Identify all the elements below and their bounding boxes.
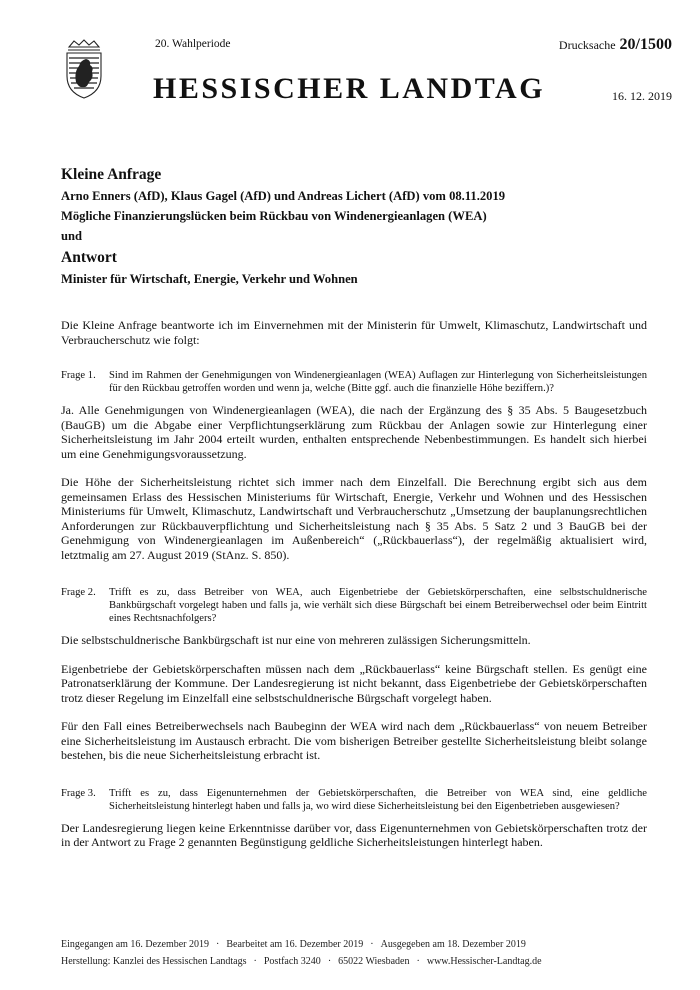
footer-line-2 [61, 953, 621, 970]
footer-separator: · [253, 956, 257, 967]
antwort-heading: Antwort [61, 249, 117, 266]
footer-ausgegeben: Ausgegeben am 18. Dezember 2019 [380, 939, 526, 950]
drucksache [559, 36, 672, 54]
question-2-label: Frage 2. [61, 587, 96, 598]
question-3 [61, 787, 647, 813]
subject: Mögliche Finanzierungslücken beim Rückbau von Windenergieanlagen (WEA) [61, 209, 487, 223]
answer-2-paragraph-1: Die selbstschuldnerische Bankbürgschaft ist nur eine von mehreren zulässigen Sicherungsmitteln. [61, 633, 531, 647]
question-3-text: Trifft es zu, dass Eigenunternehmen der Gebietskörperschaften, die Betreiber von WEA sind, eine geldliche Sicherheitsleistung hinterlegt haben und falls ja, wo wird diese Sicherheitsleistung bei den Eigenbetrieben ausgewiesen? [109, 787, 647, 812]
kleine-anfrage-heading: Kleine Anfrage [61, 166, 162, 183]
footer [61, 936, 621, 970]
question-2-text: Trifft es zu, dass Betreiber von WEA, auch Eigenbetriebe der Gebietskörperschaften, eine selbstschuldnerische Bankbürgschaft vorgelegt haben und falls ja, wie verhält sich diese Bürgschaft bei einem Betreiberwechsel oder beim Eintritt eines Rechtsnachfolgers? [109, 587, 647, 624]
footer-separator: · [216, 939, 220, 950]
question-2 [61, 586, 647, 625]
authors: Arno Enners (AfD), Klaus Gagel (AfD) und Andreas Lichert (AfD) vom 08.11.2019 [61, 189, 506, 203]
footer-separator: · [327, 956, 332, 967]
footer-separator: · [370, 939, 374, 950]
answer-1-paragraph-2: Die Höhe der Sicherheitsleistung richtet sich immer nach dem Einzelfall. Die Berechnung ergibt sich aus dem gemeinsamen Erlass des Hessischen Ministeriums für Wirtschaft, Energie, Verkehr und Wohnen und des Hessischen Ministeriums für Umwelt, Klimaschutz, Landwirtschaft und Verbraucherschutz „Umsetzung der bauplanungsrechtlichen Anforderungen zur Rückbauverpflichtung und Sicherheitsleistung nach § 35 Abs. 5 Satz 2 und 3 BauGB bei der Genehmigung von Windenergieanlagen im Außenbereich“ („Rückbauerlass“), der regelmäßig aktualisiert wird, letztmalig am 27. August 2019 (StAnz. S. 850). [61, 475, 647, 562]
minister: Minister für Wirtschaft, Energie, Verkehr und Wohnen [61, 272, 358, 286]
intro-paragraph: Die Kleine Anfrage beantworte ich im Einvernehmen mit der Ministerin für Umwelt, Klimaschutz, Landwirtschaft und Verbraucherschutz wie folgt: [61, 318, 647, 347]
footer-line-1 [61, 936, 621, 953]
wahlperiode: 20. Wahlperiode [155, 38, 231, 50]
hessen-coat-of-arms-icon [63, 38, 105, 100]
footer-eingegangen: Eingegangen am 16. Dezember 2019 [61, 939, 210, 950]
answer-2-paragraph-3: Für den Fall eines Betreiberwechsels nach Baubeginn der WEA wird nach dem „Rückbauerlass“ von neuem Betreiber eine Sicherheitsleistung im Austausch erbracht. Die vom bisherigen Betreiber gestellte Sicherheitsleistung bleibt solange bestehen, bis die neue Sicherheitsleistung erbracht ist. [61, 719, 647, 762]
answer-body [61, 318, 647, 864]
question-1 [61, 369, 647, 395]
question-3-label: Frage 3. [61, 787, 96, 799]
question-1-label: Frage 1. [61, 370, 96, 381]
footer-postfach: Postfach 3240 [263, 956, 321, 967]
drucksache-number: 20/1500 [619, 36, 672, 53]
footer-separator: · [416, 956, 420, 967]
landtag-title: HESSISCHER LANDTAG [153, 72, 546, 105]
footer-herstellung: Herstellung: Kanzlei des Hessischen Landtags [61, 956, 247, 967]
footer-ort: 65022 Wiesbaden [338, 956, 410, 967]
und-connector: und [61, 229, 83, 243]
footer-website-link[interactable]: www.Hessischer-Landtag.de [426, 956, 542, 967]
document-date: 16. 12. 2019 [612, 89, 672, 103]
answer-2-paragraph-2: Eigenbetriebe der Gebietskörperschaften müssen nach dem „Rückbauerlass“ keine Bürgschaft stellen. Es genügt eine Patronatserklärung der Kommune. Der Landesregierung ist nicht bekannt, dass Eigenbetriebe der Gebietskörperschaften trotz dieser Regelung im Einzelfall eine selbstschuldnerische Bürgschaft vorgelegt haben. [61, 661, 647, 705]
question-1-text: Sind im Rahmen der Genehmigungen von Windenergieanlagen (WEA) Auflagen zur Hinterlegung von Sicherheitsleistungen für den Rückbau getroffen worden und wenn ja, welche (Bitte ggf. auch die finanzielle Höhe beziffern.)? [109, 370, 647, 394]
inquiry-header [61, 166, 651, 292]
answer-3-paragraph-1: Der Landesregierung liegen keine Erkenntnisse darüber vor, dass Eigenunternehmen von Gebietskörperschaften trotz der in der Antwort zu Frage 2 genannten Begünstigung geldliche Sicherheitsleistungen hinterlegt haben. [61, 820, 647, 849]
footer-bearbeitet: Bearbeitet am 16. Dezember 2019 [226, 939, 364, 950]
drucksache-label: Drucksache [558, 38, 616, 52]
answer-1-paragraph-1: Ja. Alle Genehmigungen von Windenergieanlagen (WEA), die nach der Ergänzung des § 35 Abs. 5 Baugesetzbuch (BauGB) um die Abgabe einer Verpflichtungserklärung zum Rückbau der Anlagen sowie zur Hinterlegung einer Sicherheitsleistung im Jahr 2004 erteilt wurden, enthalten entsprechende Nebenbestimmungen. Es handelt sich hierbei um eine Genehmigungsvoraussetzung. [61, 403, 647, 461]
